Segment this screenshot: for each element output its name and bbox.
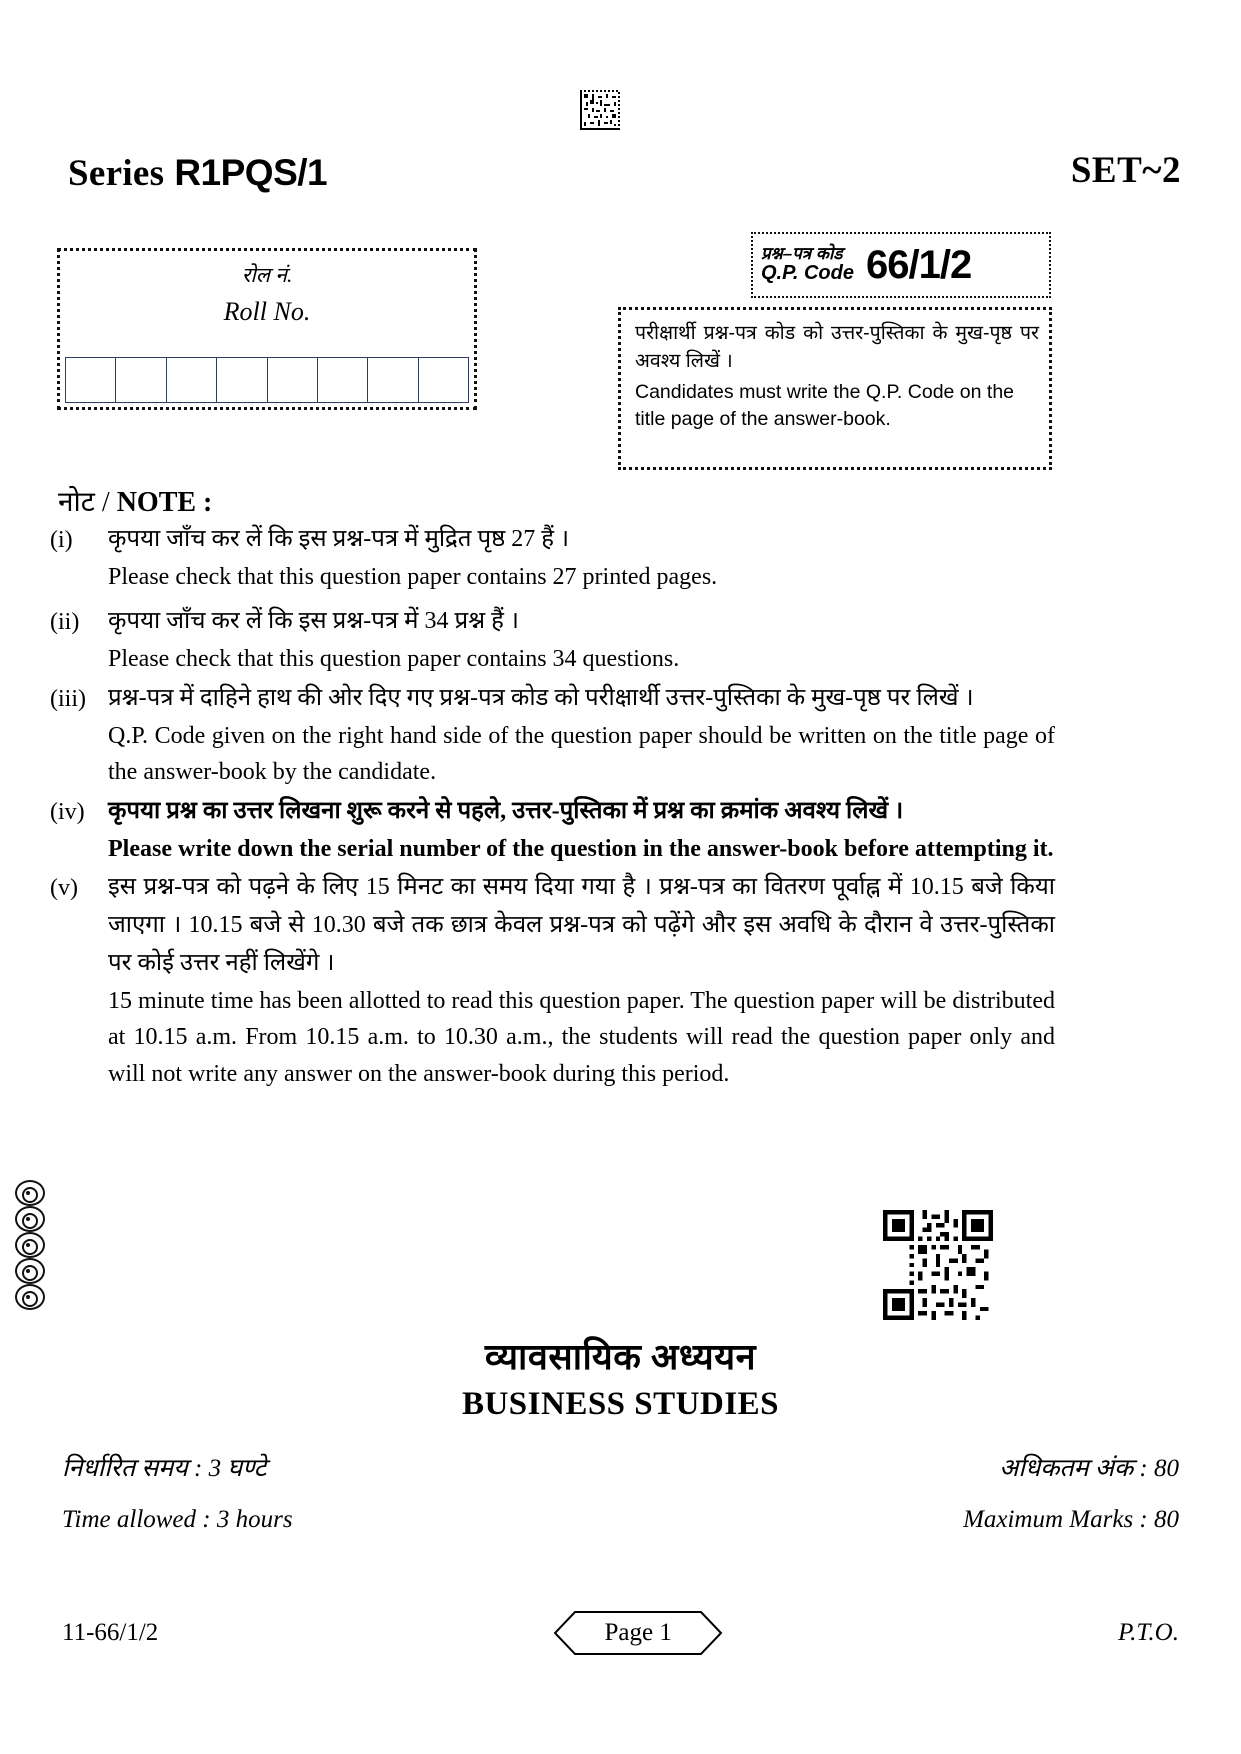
set-label: SET~2: [1070, 150, 1181, 191]
note-item-hindi: प्रश्न-पत्र में दाहिने हाथ की ओर दिए गए प्रश्न-पत्र कोड को परीक्षार्थी उत्तर-पुस्तिका के मुख-पृष्ठ पर लिखें ।: [108, 684, 974, 711]
exam-meta-row-english: [62, 1506, 1179, 1534]
note-item-number: (ii): [50, 609, 80, 636]
maximum-marks-hindi: अधिकतम अंक : 80: [999, 1455, 1179, 1482]
note-item-hindi: कृपया जाँच कर लें कि इस प्रश्न-पत्र में मुद्रित पृष्ठ 27 हैं ।: [108, 526, 570, 552]
subject-title-english: BUSINESS STUDIES: [461, 1386, 780, 1422]
note-item: [50, 793, 1055, 867]
note-item-english: Q.P. Code given on the right hand side of the question paper should be written on the title page of the answer-book by the candidate.: [108, 722, 1055, 786]
note-heading-separator: /: [94, 487, 117, 518]
note-item-english: Please check that this question paper contains 34 questions.: [108, 646, 680, 673]
note-item-body: [108, 680, 1055, 791]
note-item-hindi: इस प्रश्न-पत्र को पढ़ने के लिए 15 मिनट का समय दिया गया है । प्रश्न-पत्र का वितरण पूर्वाह्न में 10.15 बजे किया जाएगा । 10.15 बजे से 10.30 बजे तक छात्र केवल प्रश्न-पत्र को पढ़ेंगे और इस अवधि के दौरान वे उत्तर-पुस्तिका पर कोई उत्तर नहीं लिखेंगे ।: [108, 873, 1055, 976]
note-item-number: (v): [50, 874, 78, 901]
page-footer: [62, 1610, 1179, 1656]
series-code: R1PQS/1: [174, 152, 328, 193]
candidates-notice-box: [618, 307, 1052, 470]
note-item-number: (i): [50, 527, 73, 553]
roll-number-label-english: Roll No.: [223, 297, 311, 326]
concentric-circles-decoration-icon: [12, 1180, 48, 1310]
roll-number-cells[interactable]: [65, 357, 469, 403]
series-set-row: [68, 152, 1181, 195]
note-item-number: (iv): [50, 798, 85, 825]
roll-number-label-hindi: रोल नं.: [241, 263, 293, 287]
roll-digit-cell[interactable]: [267, 357, 317, 403]
note-item: [50, 521, 1055, 595]
time-allowed-hindi: निर्धारित समय : 3 घण्टे: [62, 1455, 267, 1482]
roll-digit-cell[interactable]: [317, 357, 367, 403]
series-label: Series: [68, 153, 165, 194]
qp-code-value: 66/1/2: [866, 242, 972, 287]
subject-title: [0, 1331, 1241, 1423]
subject-title-hindi: व्यावसायिक अध्ययन: [484, 1337, 757, 1377]
roll-digit-cell[interactable]: [115, 357, 165, 403]
note-item: [50, 603, 1055, 677]
page-number-label: Page 1: [604, 1619, 672, 1646]
roll-digit-cell[interactable]: [367, 357, 417, 403]
page-number-badge: [553, 1610, 723, 1656]
maximum-marks-english: Maximum Marks : 80: [963, 1506, 1179, 1533]
note-item-english: Please write down the serial number of the question in the answer-book before attempting it.: [108, 835, 1054, 862]
qp-code-label-english: Q.P. Code: [761, 262, 854, 285]
roll-digit-cell[interactable]: [418, 357, 469, 403]
roll-digit-cell[interactable]: [65, 357, 115, 403]
note-item-body: [108, 793, 1055, 867]
roll-digit-cell[interactable]: [166, 357, 216, 403]
qp-code-labels: [761, 245, 854, 285]
exam-meta-row-hindi: [62, 1450, 1179, 1484]
note-item-body: [108, 869, 1055, 1092]
pto-label: P.T.O.: [1118, 1619, 1179, 1646]
note-item: [50, 680, 1055, 791]
roll-number-box[interactable]: [57, 248, 477, 410]
note-item-english: Please check that this question paper contains 27 printed pages.: [108, 563, 718, 590]
candidates-notice-hindi: परीक्षार्थी प्रश्न-पत्र कोड को उत्तर-पुस्तिका के मुख-पृष्ठ पर अवश्य लिखें ।: [635, 322, 1039, 372]
note-heading-hindi: नोट: [58, 487, 95, 518]
note-heading-english: NOTE :: [116, 487, 213, 518]
note-item-body: [108, 603, 1055, 677]
roll-digit-cell[interactable]: [216, 357, 266, 403]
paper-code-footer: 11-66/1/2: [62, 1619, 159, 1646]
datamatrix-code-icon: [578, 88, 622, 132]
exam-meta: [62, 1450, 1179, 1534]
note-item-english: 15 minute time has been allotted to read this question paper. The question paper will be distributed at 10.15 a.m. From 10.15 a.m. to 10.30 a.m., the students will read the question paper only and will not write any answer on the answer-book during this period.: [108, 987, 1055, 1087]
note-item-body: [108, 521, 1055, 595]
note-heading: [58, 482, 212, 520]
candidates-notice-english: Candidates must write the Q.P. Code on the title page of the answer-book.: [635, 381, 1015, 430]
qp-code-label-hindi: प्रश्न–पत्र कोड: [761, 244, 843, 264]
note-item-number: (iii): [50, 685, 86, 712]
time-allowed-english: Time allowed : 3 hours: [62, 1506, 293, 1533]
note-item-hindi: कृपया प्रश्न का उत्तर लिखना शुरू करने से पहले, उत्तर-पुस्तिका में प्रश्न का क्रमांक अवश्य लिखें ।: [108, 797, 904, 824]
qp-code-box: [751, 232, 1051, 298]
note-item: [50, 869, 1055, 1092]
subject-qr-code-icon: [883, 1210, 993, 1320]
note-item-hindi: कृपया जाँच कर लें कि इस प्रश्न-पत्र में 34 प्रश्न हैं ।: [108, 608, 519, 635]
series-group: [68, 152, 327, 195]
note-list: [50, 521, 1055, 1094]
